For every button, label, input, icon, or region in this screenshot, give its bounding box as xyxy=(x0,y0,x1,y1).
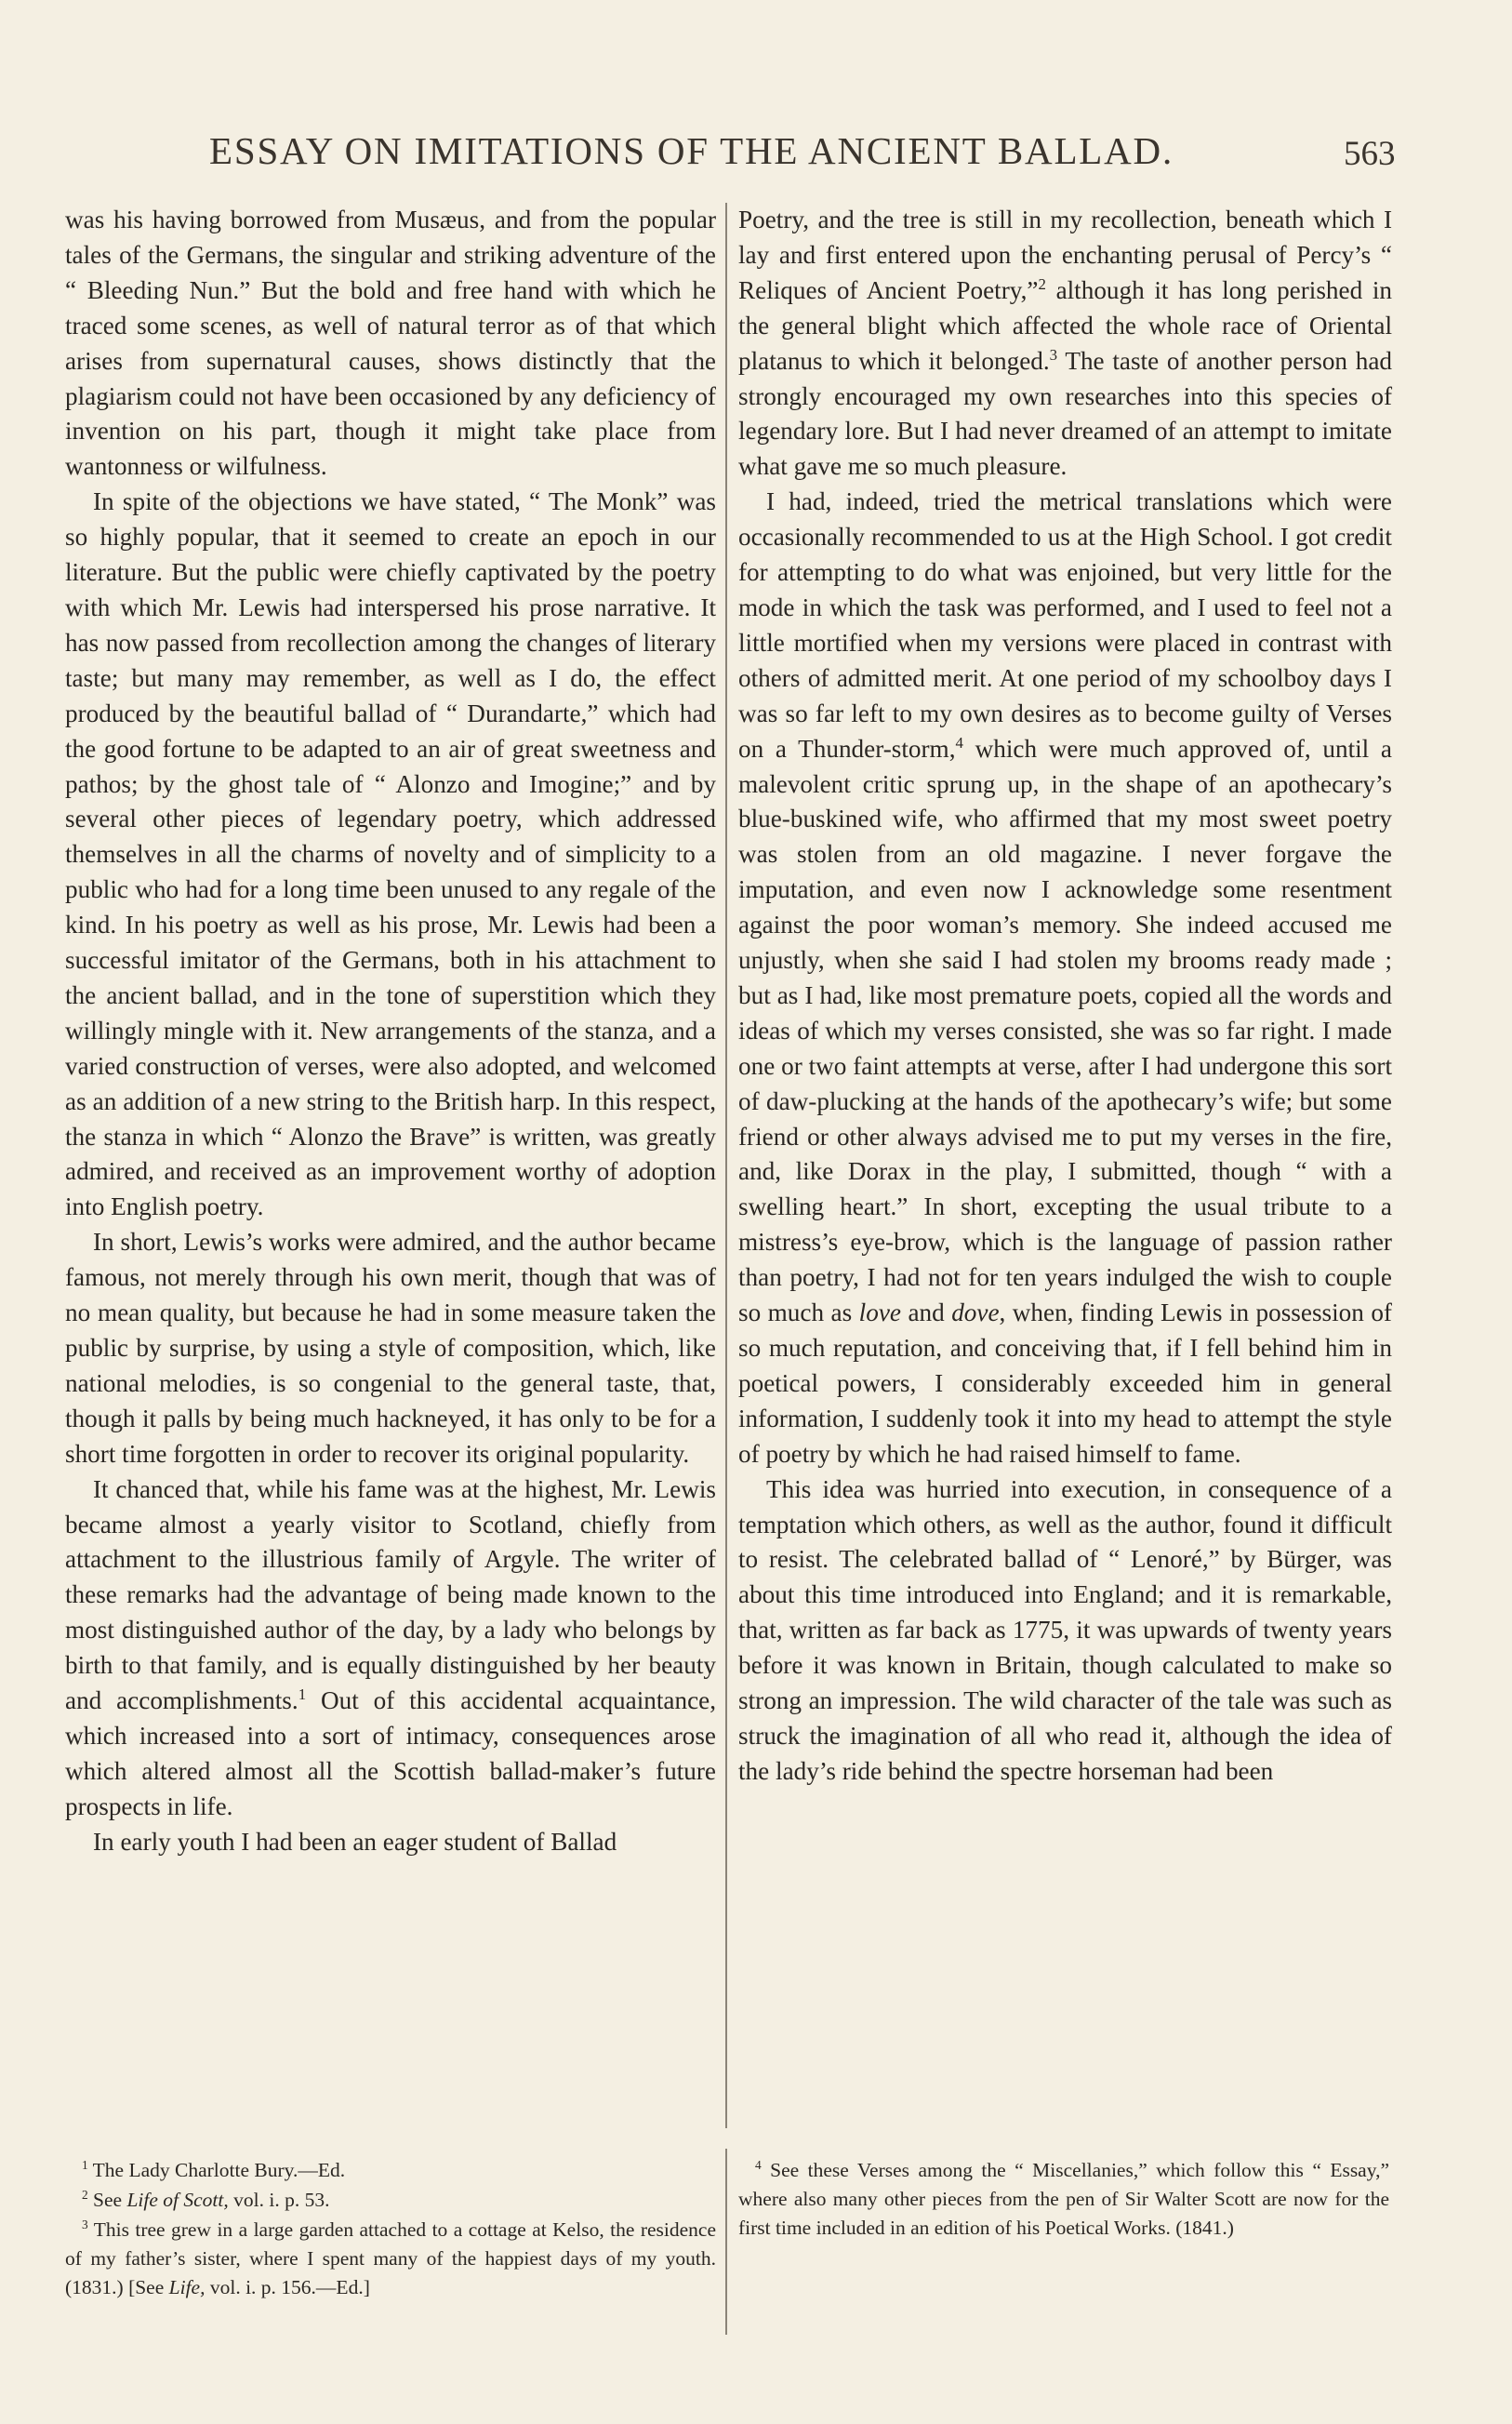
footnote-text: vol. i. p. 53. xyxy=(228,2189,330,2211)
paragraph: In short, Lewis’s works were admired, and the author became famous, not merely through his own merit, though that was of no mean quality, but because he had in some measure taken the public by surprise, by using a style of composition, which, like national melodies, is so congenial to the general taste, that, though it palls by being much hackneyed, it has only to be for a short time forgotten in order to recover its original popularity. xyxy=(65,1228,716,1468)
text-run: I had, indeed, tried the metrical translations which were occasionally recommended to us at the High School. I got credit for attempting to do what was enjoined, but very little for the mode in which the task was performed, and I used to feel not a little mortified when my versions were placed in contrast with others of admitted merit. At one period of my schoolboy days I was so far left to my own desires as to become guilty of Verses on a Thunder-storm, xyxy=(738,487,1392,763)
column-divider xyxy=(725,203,727,2128)
paragraph xyxy=(65,1472,716,1825)
footnote-mark: 3 xyxy=(82,2218,88,2232)
footnote-1 xyxy=(65,2156,716,2185)
footnote-mark: 2 xyxy=(82,2188,88,2203)
running-title: ESSAY ON IMITATIONS OF THE ANCIENT BALLAD. xyxy=(209,129,1174,172)
footnote-ref: 4 xyxy=(955,733,963,752)
text-run: , when, finding Lewis in possession of so much reputation, and conceiving that, if I fell behind him in poetical powers, I considerably exceeded him in general information, I suddenly took it into my head to attempt the style of poetry by which he had raised himself to fame. xyxy=(738,1299,1392,1468)
right-column xyxy=(738,203,1392,1790)
footnote-text: The Lady Charlotte Bury.—Ed. xyxy=(87,2159,346,2181)
footnote-2 xyxy=(65,2186,716,2215)
footnotes-right xyxy=(738,2156,1389,2244)
italic-word: dove xyxy=(951,1299,1000,1327)
left-column xyxy=(65,203,716,1860)
footnote-italic: Life, xyxy=(168,2276,206,2298)
paragraph xyxy=(738,203,1392,485)
footnotes-left xyxy=(65,2156,716,2303)
paragraph: In spite of the objections we have stated, “ The Monk” was so highly popular, that it seemed to create an epoch in our literature. But the public were chiefly captivated by the poetry with which Mr. Lewis had interspersed his prose narrative. It has now passed from recollection among the changes of literary taste; but many may remember, as well as I do, the effect produced by the beautiful ballad of “ Durandarte,” which had the good fortune to be adapted to an air of great sweetness and pathos; by the ghost tale of “ Alonzo and Imogine;” and by several other pieces of legendary poetry, which addressed themselves in all the charms of novelty and of simplicity to a public who had for a long time been unused to any regale of the kind. In his poetry as well as his prose, Mr. Lewis had been a successful imitator of the Germans, both in his attachment to the ancient ballad, and in the tone of superstition which they willingly mingle with it. New arrangements of the stanza, and a varied construction of verses, were also adopted, and welcomed as an addition of a new string to the British harp. In this respect, the stanza in which “ Alonzo the Brave” is written, was greatly admired, and received as an improvement worthy of adoption into English poetry. xyxy=(65,487,716,1221)
footnote-text: This tree grew in a large garden attached to a cottage at Kelso, the residence of my father’s sister, where I spent many of the happiest days of my youth. (1831.) [See xyxy=(65,2218,716,2298)
italic-word: love xyxy=(858,1299,901,1327)
footnote-4 xyxy=(738,2156,1389,2243)
text-run: The taste of another person had strongly encouraged my own researches into this species of legendary lore. But I had never dreamed of an attempt to imitate what gave me so much pleasure. xyxy=(738,346,1392,481)
footnote-text: See these Verses among the “ Miscellanies,” which follow this “ Essay,” where also many other pieces from the pen of Sir Walter Scott are now for the first time included in an edition of his Poetical Works. (1841.) xyxy=(738,2159,1389,2239)
footnote-3 xyxy=(65,2216,716,2302)
text-run: which were much approved of, until a malevolent critic sprung up, in the shape of an apothecary’s blue-buskined wife, who affirmed that my most sweet poetry was stolen from an old magazine. I never forgave the imputation, and even now I acknowledge some resentment against the poor woman’s memory. She indeed accused me unjustly, when she said I had stolen my brooms ready made ; but as I had, like most premature poets, copied all the words and ideas of which my verses consisted, she was so far right. I made one or two faint attempts at verse, after I had undergone this sort of daw-plucking at the hands of the apothecary’s wife; but some friend or other always advised me to put my verses in the fire, and, like Dorax in the play, I submitted, though “ with a swelling heart.” In short, excepting the usual tribute to a mistress’s eye-brow, which is the language of passion rather than poetry, I had not for ten years indulged the wish to couple so much as xyxy=(738,734,1392,1327)
footnote-ref: 2 xyxy=(1038,274,1046,293)
text-run: Out of this accidental acquaintance, which increased into a sort of intimacy, consequences arose which altered almost all the Scottish ballad-maker’s future prospects in life. xyxy=(65,1686,717,1820)
page-number: 563 xyxy=(1344,135,1396,173)
text-run: and xyxy=(900,1299,952,1327)
footnote-ref: 1 xyxy=(298,1685,307,1703)
footnote-mark: 1 xyxy=(82,2158,88,2173)
text-run: It chanced that, while his fame was at the highest, Mr. Lewis became almost a yearly visitor to Scotland, chiefly from attachment to the illustrious family of Argyle. The writer of these remarks had the advantage of being made known to the most distinguished author of the day, by a lady who belongs by birth to that family, and is equally distinguished by her beauty and accomplishments. xyxy=(65,1474,716,1715)
footnote-mark: 4 xyxy=(755,2158,762,2173)
text-run: Poetry, and the tree is still in my recollection, beneath which I lay and first entered upon the enchanting perusal of Percy’s “ Reliques of Ancient Poetry,” xyxy=(738,206,1392,304)
footnote-italic: Life of Scott, xyxy=(126,2189,229,2211)
footnote-ref: 3 xyxy=(1049,345,1058,364)
footnote-text: See xyxy=(87,2189,127,2211)
paragraph xyxy=(738,485,1392,1472)
footnote-divider xyxy=(725,2149,727,2335)
paragraph: In early youth I had been an eager student of Ballad xyxy=(93,1827,617,1856)
paragraph: was his having borrowed from Musæus, and from the popular tales of the Germans, the singular and striking adventure of the “ Bleeding Nun.” But the bold and free hand with which he traced some scenes, as well of natural terror as of that which arises from supernatural causes, shows distinctly that the plagiarism could not have been occasioned by any deficiency of invention on his part, though it might take place from wantonness or wilfulness. xyxy=(65,206,716,481)
paragraph: This idea was hurried into execution, in consequence of a temptation which others, as well as the author, found it difficult to resist. The celebrated ballad of “ Lenoré,” by Bürger, was about this time introduced into England; and it is remarkable, that, written as far back as 1775, it was upwards of twenty years before it was known in Britain, though calculated to make so strong an impression. The wild character of the tale was such as struck the imagination of all who read it, although the idea of the lady’s ride behind the spectre horseman had been xyxy=(738,1474,1392,1785)
footnote-text: vol. i. p. 156.—Ed.] xyxy=(205,2276,370,2298)
text-run: although it has long perished in the general blight which affected the whole race of Oriental platanus to which it belonged. xyxy=(738,275,1392,375)
